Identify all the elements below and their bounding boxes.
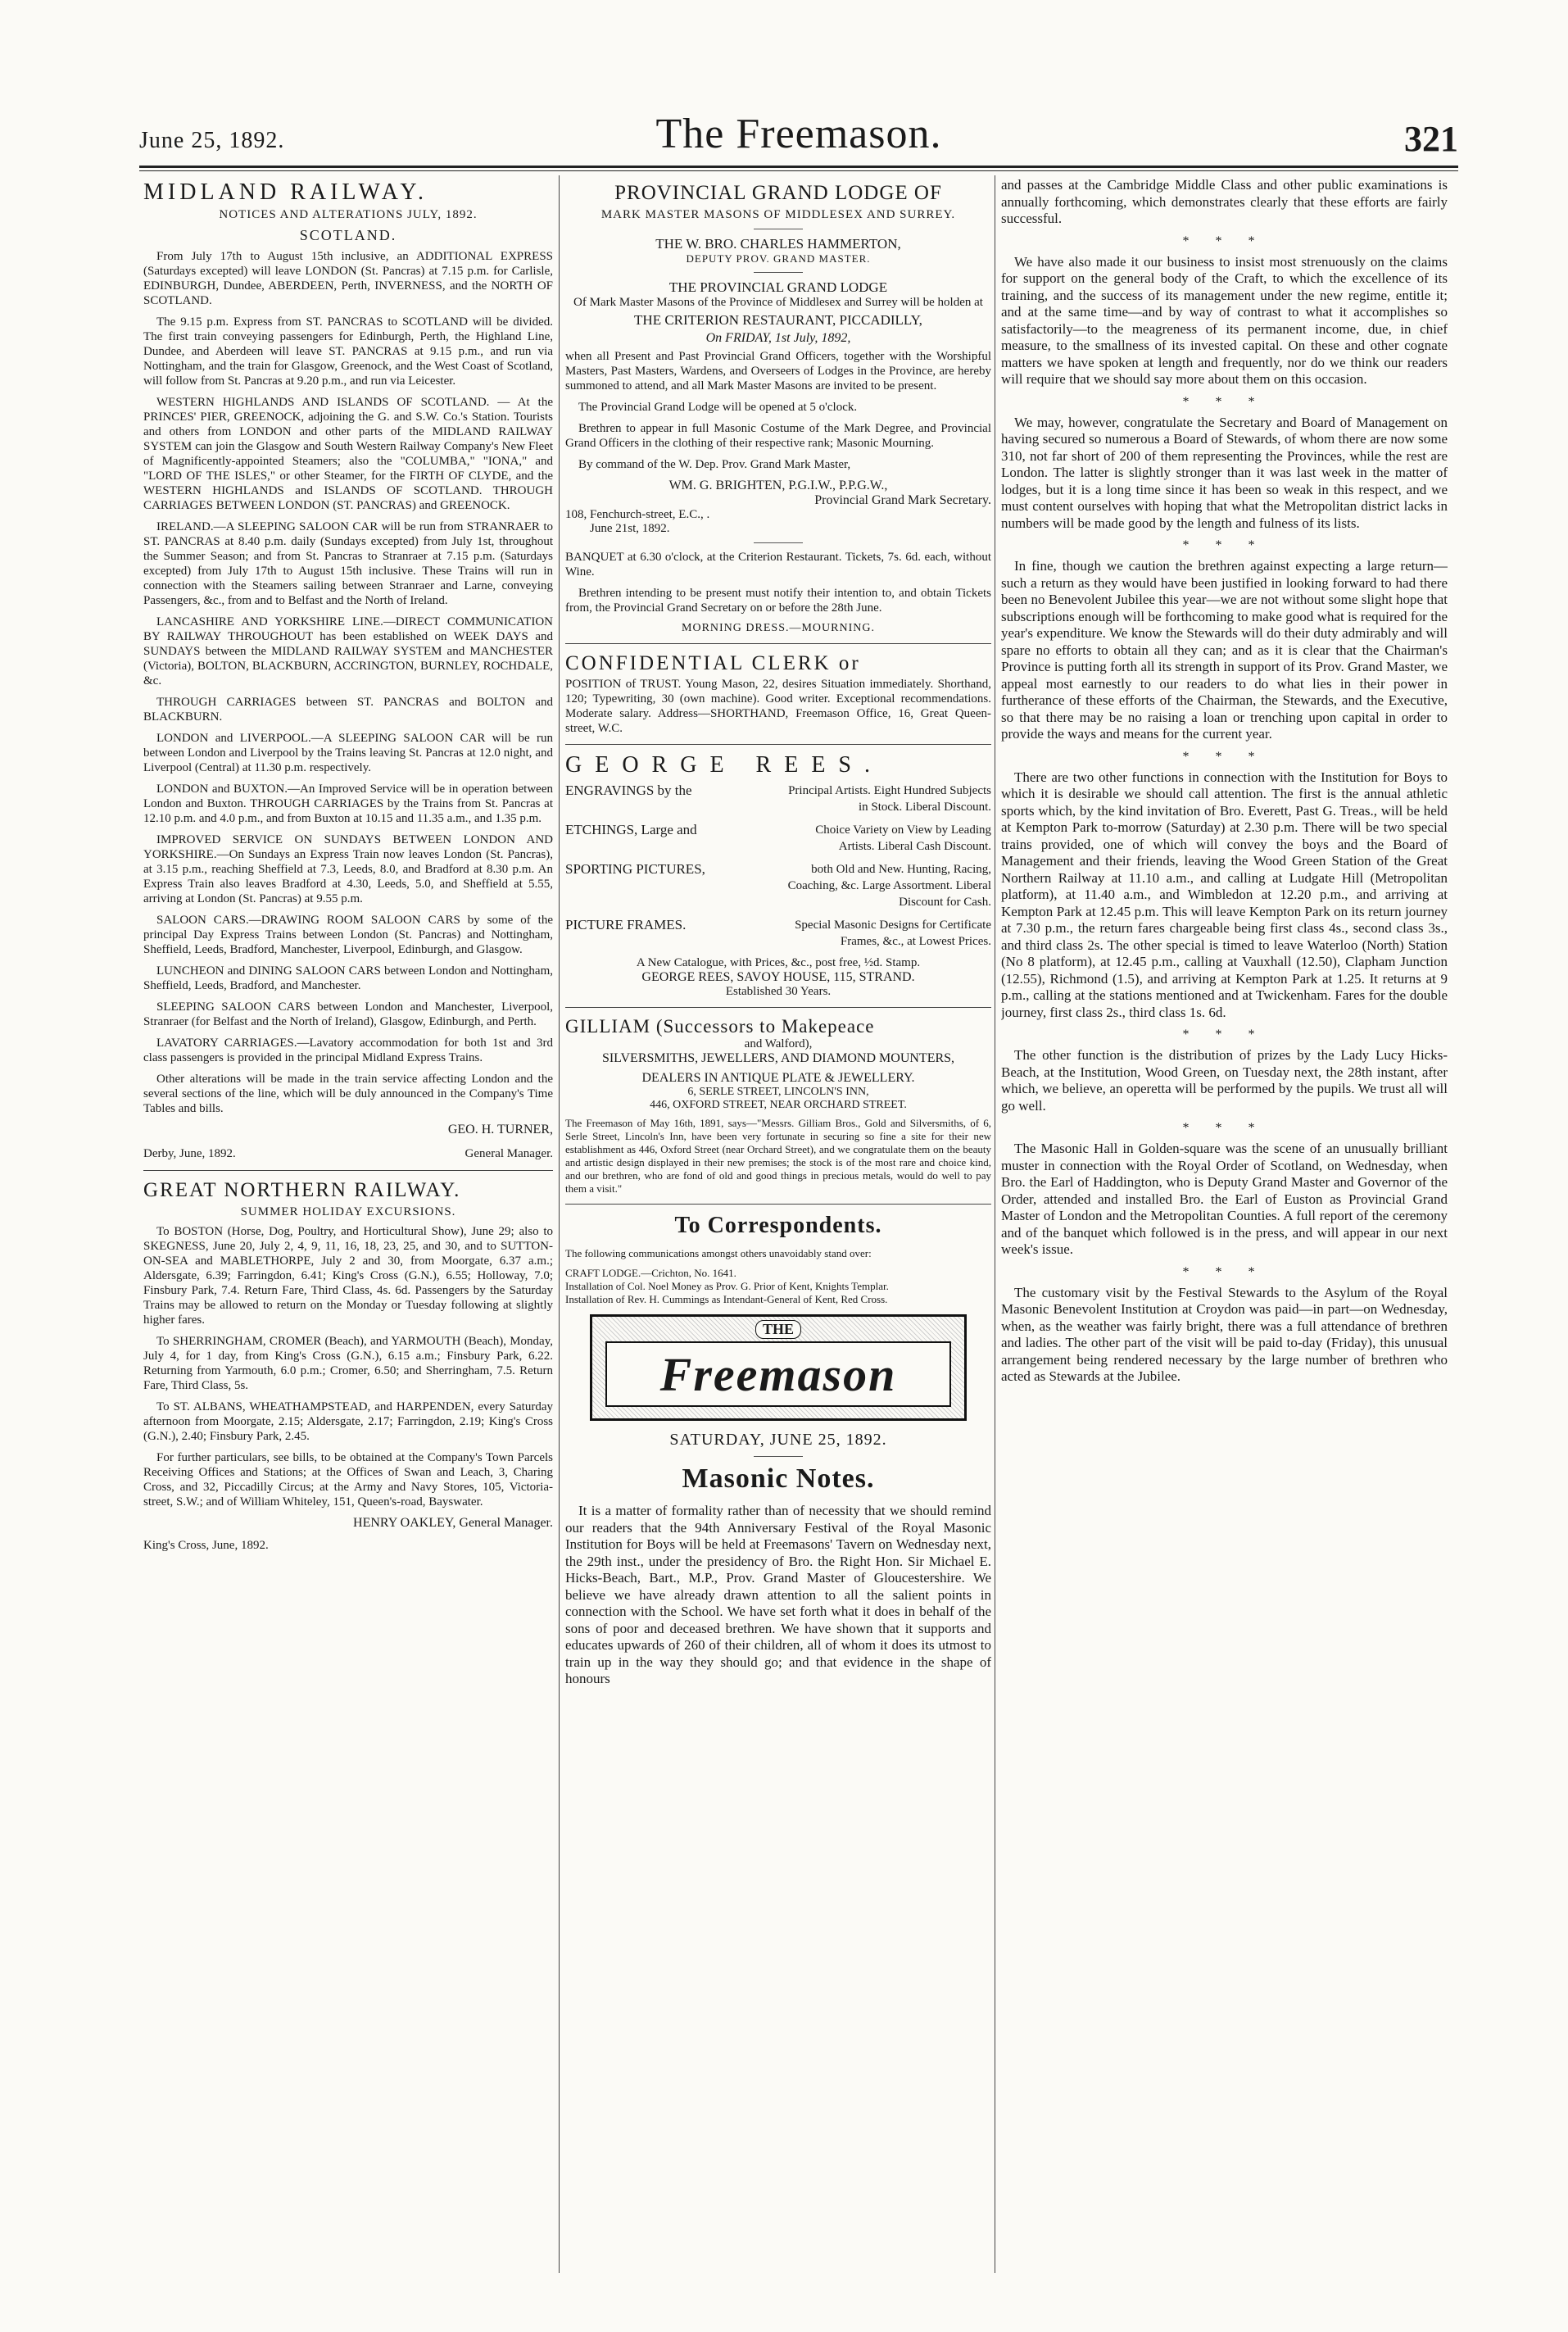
great-northern-subtitle: SUMMER HOLIDAY EXCURSIONS. — [240, 1205, 456, 1218]
provincial-paragraph: Brethren intending to be present must notify their intention to, and obtain Tickets from, the Provincial Grand Secretary on or before the 28th June. — [565, 587, 991, 615]
section-divider — [565, 1204, 991, 1205]
provincial-bro-role: DEPUTY PROV. GRAND MASTER. — [686, 252, 871, 265]
notes-paragraph: The customary visit by the Festival Stewards to the Asylum of the Royal Masonic Benevolent Institution at Croydon was paid—in part—on Wednesday, when, as the weather was fairly bright, there was a full attendance of brethren and ladies. The other part of the visit will be paid to-day (Friday), this unusual arrangement being rendered necessary by the large number of brethren who acted as Stewards at the Jubilee. — [1001, 1284, 1448, 1384]
rees-item-desc: Principal Artists. Eight Hundred Subjects in Stock. Liberal Discount. — [788, 784, 991, 814]
column-right — [1001, 177, 1448, 2275]
gilliam-line: 446, OXFORD STREET, NEAR ORCHARD STREET. — [650, 1099, 907, 1111]
masonic-notes-paragraph: It is a matter of formality rather than of necessity that we should remind our readers that the 94th Anniversary Festival of the Royal Masonic Institution for Boys will be held at Freemasons' Tavern on Wednesday next, the 29th inst., under the presidency of Bro. the Right Hon. Sir Michael E. Hicks-Beach, Bart., M.P., Prov. Grand Master of Gloucestershire. We believe we have already drawn attention to all the salient points in connection with the School. We have set forth what it does in behalf of the sons of poor and deceased brethren. We have shown that it supports and educates upwards of 260 of their children, all of whom it does its utmost to train up in the way they should go; and that evidence in the shape of honours — [565, 1503, 991, 1686]
rees-item-label: SPORTING PICTURES, — [565, 861, 705, 877]
notes-paragraph: In fine, though we caution the brethren against expecting a large return—such a return as they would have been justified in looking forward to had there been no Benevolent Jubilee this year—we are not without some slight hope that subscriptions enough will be forthcoming to make good what is required for the year's expenditure. We know the Stewards will do their duty admirably and will spare no efforts to obtain all they can; and as it is clear that the Chairman's Province is putting forth all its strength in support of its Prov. Grand Master, we appeal most earnestly to our readers to do what lies in their power in furtherance of these efforts of the Chairman, the Stewards, and the Executive, so that there may be no raising a loan or trenching upon capital in order to provide the ways and means for the current year. — [1001, 558, 1448, 742]
column-left — [143, 177, 553, 2275]
section-divider — [565, 1007, 991, 1008]
section-divider — [143, 1170, 553, 1171]
gilliam-line: SILVERSMITHS, JEWELLERS, AND DIAMOND MOUNTERS, — [601, 1051, 955, 1065]
provincial-signer-role: Provincial Grand Mark Secretary. — [814, 493, 991, 507]
header-rule — [139, 166, 1458, 168]
great-northern-paragraph: To BOSTON (Horse, Dog, Poultry, and Horticultural Show), June 29; also to SKEGNESS, June 20, July 2, 4, 9, 11, 16, 18, 23, 25, and 30, and to SUTTON-ON-SEA and MABLETHORPE, July 2 and 30, from Moorgate, 6.37 a.m.; Aldersgate, 6.39; Farringdon, 6.41; King's Cross (G.N.), 6.55; Holloway, 7.0; Finsbury Park, 7.4. Return Fare, Third Class, 4s. 6d. Passengers by the Saturday Trains may be allowed to return on the Monday or Tuesday following at slightly higher fares. — [143, 1225, 553, 1327]
column-middle — [565, 177, 991, 2275]
midland-sign-place: Derby, June, 1892. — [143, 1147, 236, 1160]
provincial-date: On FRIDAY, 1st July, 1892, — [705, 331, 851, 345]
midland-paragraph: LONDON and BUXTON.—An Improved Service will be in operation between London and Buxton. THROUGH CARRIAGES by the Trains from St. Pancras at 12.10 p.m. and 4.0 p.m., and from Buxton at 10.15 and 11.35 a.m., and 1.35 p.m. — [143, 783, 553, 825]
gilliam-line: DEALERS IN ANTIQUE PLATE & JEWELLERY. — [641, 1071, 915, 1085]
section-stars: * * * — [1182, 234, 1267, 248]
notes-paragraph: and passes at the Cambridge Middle Class and other public examinations is annually forthcoming, which demonstrates clearly that these efforts are fairly successful. — [1001, 177, 1448, 226]
section-stars: * * * — [1182, 1028, 1267, 1041]
provincial-subtitle: MARK MASTER MASONS OF MIDDLESEX AND SURREY. — [600, 208, 956, 221]
clerk-text: POSITION of TRUST. Young Mason, 22, desires Situation immediately. Shorthand, 120; Typewriting, 30 (own machine). Good writer. Exceptional recommendations. Moderate salary. Address—SHORTHAND, Freemason Office, 16, Great Queen-street, W.C. — [565, 678, 991, 735]
rees-item — [565, 783, 991, 815]
notes-paragraph: We have also made it our business to insist most strenuously on the claims for support on the general body of the Craft, to which the excellence of its training, and the success of its management under the new regime, entitle it; and at the same time—and by way of contrast to what it accomplishes so satisfactorily—to the meagreness of its permanent income, due, in chief measure, to the smallness of its invested capital. On these and other cognate matters we have spoken at length and frequently, nor do we think our readers will require that we should say more about them on this occasion. — [1001, 253, 1448, 387]
header-rule-thin — [139, 170, 1458, 171]
provincial-paragraph: when all Present and Past Provincial Grand Officers, together with the Worshipful Masters, Past Masters, Wardens, and Overseers of Lodges in the Province, are hereby summoned to attend, and all Mark Master Masons are invited to be present. — [565, 350, 991, 392]
notes-paragraph: We may, however, congratulate the Secretary and Board of Management on having secured so numerous a Board of Stewards, of whom there are now some 310, not far short of 200 of them representing the Provinces, while the rest are London. The latter is slightly stronger than it was last week in the matter of lodges, but it is a long time since it has been so weak in this respect, and we must content ourselves with hoping that what the Metropolitan district lacks in numbers will be made good by the length and fulness of its lists. — [1001, 414, 1448, 531]
midland-paragraph: The 9.15 p.m. Express from ST. PANCRAS to SCOTLAND will be divided. The first train conveying passengers for Edinburgh, Perth, the Highland Line, Dundee, and Aberdeen will leave ST. PANCRAS at 9.15 p.m., and run via Nottingham, and the train for Glasgow, Greenock, and the West Coast of Scotland, will follow from St. Pancras at 9.20 p.m., and run via Leicester. — [143, 315, 553, 388]
gilliam-title: GILLIAM (Successors to Makepeace — [565, 1016, 875, 1037]
midland-paragraph: From July 17th to August 15th inclusive, an ADDITIONAL EXPRESS (Saturdays excepted) will leave LONDON (St. Pancras) at 7.15 p.m. for Carlisle, EDINBURGH, Dundee, ABERDEEN, Perth, INVERNESS, and the NORTH OF SCOTLAND. — [143, 250, 553, 307]
rees-item-label: ENGRAVINGS by the — [565, 783, 692, 798]
freemason-logo — [590, 1314, 967, 1421]
rees-item-desc: Special Masonic Designs for Certificate Frames, &c., at Lowest Prices. — [795, 919, 991, 948]
rees-item-desc: both Old and New. Hunting, Racing, Coaching, &c. Large Assortment. Liberal Discount for Cash. — [787, 863, 991, 909]
provincial-paragraph: By command of the W. Dep. Prov. Grand Mark Master, — [578, 458, 851, 471]
provincial-lodge-heading: THE PROVINCIAL GRAND LODGE — [668, 279, 888, 295]
section-stars: * * * — [1182, 1264, 1267, 1279]
issue-date: June 25, 1892. — [139, 128, 285, 153]
midland-paragraph: LANCASHIRE AND YORKSHIRE LINE.—DIRECT COMMUNICATION BY RAILWAY THROUGHOUT has been established on WEEK DAYS and SUNDAYS between the MIDLAND RAILWAY SYSTEM and MANCHESTER (Victoria), BOLTON, BLACKBURN, ACCRINGTON, BURNLEY, ROCHDALE, &c. — [143, 615, 553, 687]
section-stars: * * * — [1182, 1121, 1267, 1135]
midland-paragraph: LAVATORY CARRIAGES.—Lavatory accommodation for both 1st and 3rd class passengers is provided in the principal Midland Express Trains. — [143, 1037, 553, 1064]
rees-item — [565, 822, 991, 855]
saturday-dateline: SATURDAY, JUNE 25, 1892. — [669, 1431, 887, 1449]
rees-item-desc: Choice Variety on View by Leading Artists. Liberal Cash Discount. — [815, 823, 991, 853]
scotland-heading: SCOTLAND. — [299, 227, 397, 243]
masthead — [139, 108, 1458, 159]
provincial-signer: WM. G. BRIGHTEN, P.G.I.W., P.P.G.W., — [668, 479, 888, 492]
midland-paragraph: WESTERN HIGHLANDS AND ISLANDS OF SCOTLAND. — At the PRINCES' PIER, GREENOCK, adjoining the G. and S.W. Co.'s Station. Tourists and others from LONDON and other parts of the MIDLAND RAILWAY SYSTEM can join the Glasgow and South Western Railway Company's New Fleet of Magnificently-appointed Steamers; also the "COLUMBA," "IONA," and "LORD OF THE ISLES," or other Steamer, for the FIRTH OF CLYDE, and the WESTERN HIGHLANDS and ISLANDS OF SCOTLAND. THROUGH CARRIAGES BETWEEN LONDON (ST. PANCRAS) and GREENOCK. — [143, 396, 553, 512]
great-northern-signature: HENRY OAKLEY, General Manager. — [353, 1516, 553, 1530]
section-stars: * * * — [1182, 538, 1267, 552]
provincial-paragraph: Brethren to appear in full Masonic Costume of the Mark Degree, and Provincial Grand Officers in the clothing of their respective rank; Masonic Mourning. — [565, 422, 991, 450]
newspaper-title: The Freemason. — [655, 111, 942, 157]
midland-paragraph: LUNCHEON and DINING SALOON CARS between London and Nottingham, Sheffield, Leeds, Bradford, and Manchester. — [143, 964, 553, 992]
logo-the: THE — [755, 1320, 801, 1339]
rees-established: Established 30 Years. — [725, 985, 832, 998]
notes-paragraph: The Masonic Hall in Golden-square was the scene of an unusually brilliant muster in connection with the Royal Order of Scotland, on Wednesday, when Bro. the Earl of Haddington, who is Deputy Grand Master and Governor of the Order, attended and installed Bro. the Earl of Euston as Provincial Grand Master of London and the Metropolitan Counties. A full report of the ceremony and of the banquet which followed is in the press, and will appear in our next week's issue. — [1001, 1141, 1448, 1257]
short-rule — [754, 542, 803, 543]
great-northern-sign-place: King's Cross, June, 1892. — [143, 1539, 269, 1552]
great-northern-paragraph: To ST. ALBANS, WHEATHAMPSTEAD, and HARPENDEN, every Saturday afternoon from Moorgate, 2.15; Aldersgate, 2.17; Farringdon, 2.19; King's Cross (G.N.), 2.40; Finsbury Park, 2.45. — [143, 1400, 553, 1443]
section-stars: * * * — [1182, 749, 1267, 764]
midland-signature: GEO. H. TURNER, — [447, 1123, 553, 1137]
provincial-bro: THE W. BRO. CHARLES HAMMERTON, — [655, 236, 901, 252]
provincial-venue: THE CRITERION RESTAURANT, PICCADILLY, — [634, 312, 922, 328]
rees-item-label: PICTURE FRAMES. — [565, 917, 687, 932]
provincial-address: 108, Fenchurch-street, E.C., . — [565, 508, 710, 521]
rees-address: GEORGE REES, SAVOY HOUSE, 115, STRAND. — [641, 970, 915, 984]
short-rule — [754, 272, 803, 273]
midland-paragraph: Other alterations will be made in the train service affecting London and the several sections of the line, which will be duly announced in the Company's Time Tables and bills. — [143, 1073, 553, 1115]
correspondents-intro: The following communications amongst others unavoidably stand over: — [565, 1247, 872, 1259]
provincial-lodge-line: Of Mark Master Masons of the Province of Middlesex and Surrey will be holden at — [573, 296, 983, 309]
midland-signoff — [143, 1146, 553, 1162]
midland-subtitle: NOTICES AND ALTERATIONS JULY, 1892. — [219, 208, 478, 221]
page-number: 321 — [1404, 119, 1458, 159]
great-northern-paragraph: To SHERRINGHAM, CROMER (Beach), and YARMOUTH (Beach), Monday, July 4, for 1 day, from King's Cross (G.N.), 6.15 a.m.; Finsbury Park, 6.22. Returning from Yarmouth, 6.0 p.m.; Cromer, 6.50; and Sherringham, 7.5. Return Fare, Third Class, 5s. — [143, 1335, 553, 1392]
column-divider — [559, 175, 560, 2273]
gilliam-line: 6, SERLE STREET, LINCOLN'S INN, — [687, 1086, 869, 1098]
notes-paragraph: The other function is the distribution of prizes by the Lady Lucy Hicks-Beach, at the Institution, Wood Green, on Tuesday next, the 28th instant, after which, we believe, an operetta will be performed by the pupils. We trust all will go well. — [1001, 1047, 1448, 1114]
section-divider — [565, 643, 991, 644]
provincial-banquet: BANQUET at 6.30 o'clock, at the Criterion Restaurant. Tickets, 7s. 6d. each, without Wine. — [565, 551, 991, 578]
midland-paragraph: SLEEPING SALOON CARS between London and Manchester, Liverpool, Stranraer (for Belfast and the North of Ireland), Glasgow, Edinburgh, and Perth. — [143, 1000, 553, 1028]
masonic-notes-title: Masonic Notes. — [682, 1463, 875, 1494]
logo-name: Freemason — [605, 1341, 951, 1407]
rees-catalogue: A New Catalogue, with Prices, &c., post free, ½d. Stamp. — [636, 956, 921, 969]
rees-title: GEORGE REES. — [565, 752, 883, 778]
correspondents-item: CRAFT LODGE.—Crichton, No. 1641. — [565, 1267, 736, 1279]
great-northern-title: GREAT NORTHERN RAILWAY. — [143, 1179, 461, 1201]
notes-paragraph: There are two other functions in connection with the Institution for Boys to which it is desirable we should call attention. The first is the annual athletic sports which, by the kind invitation of Bro. Everett, Past G. Treas., will be held at Kempton Park to-morrow (Saturday) at 2.30 p.m. There will be two special trains provided, one of which will convey the boys and the Board of Management and their friends, leaving the Wood Green Station of the Great Northern Railway at 11.10 a.m., and calling at Ludgate Hill (Metropolitan platform), at 11.40 a.m., and Wimbledon at 12.20 p.m., and arriving at Kempton Park at 12.45 p.m. This will leave Kempton Park on its return journey at 7.30 p.m., the return fares chargeable being first class 4s., second class 3s., and third class 2s. The other special is timed to leave Waterloo (North) Station (No 8 platform), at 12.45 p.m., calling at Vauxhall (12.50), Clapham Junction (12.55), Richmond (1.5), and arriving at Kempton Park at 1.25. It returns at 9 p.m., calling at the stations mentioned and at Twickenham. Fares for the double journey, first class 2s., third class 1s. 6d. — [1001, 769, 1448, 1020]
correspondents-title: To Correspondents. — [674, 1213, 882, 1238]
short-rule — [754, 1456, 803, 1457]
midland-sign-role: General Manager. — [465, 1147, 553, 1160]
gilliam-quote: The Freemason of May 16th, 1891, says—"Messrs. Gilliam Bros., Gold and Silversmiths, of 6, Serle Street, Lincoln's Inn, have been very fortunate in securing so fine a site for their new establishment as 446, Oxford Street (near Orchard Street), and we congratulate them on the beauty and artistic design displayed in their new premises; the stock is of the most rare and choice kind, and our brethren, who are fond of old and good things in precious metals, would do well to pay them a visit." — [565, 1117, 991, 1195]
gilliam-line: and Walford), — [744, 1037, 813, 1050]
rees-item — [565, 917, 991, 950]
midland-paragraph: IRELAND.—A SLEEPING SALOON CAR will be run from STRANRAER to ST. PANCRAS at 8.40 p.m. daily (Sundays excepted) from July 1st, throughout the Summer Season; and from St. Pancras to Stranraer at 7.15 p.m. (Saturdays excepted) from July 17th to August 15th inclusive. These Trains will run in connection with the Steamers sailing between Stranraer and Larne, conveying Passengers, &c., from and to Belfast and the North of Ireland. — [143, 520, 553, 607]
midland-paragraph: SALOON CARS.—DRAWING ROOM SALOON CARS by some of the principal Day Express Trains between London (St. Pancras) and Nottingham, Sheffield, Leeds, Bradford, Manchester, Liverpool, Edinburgh, and Glasgow. — [143, 914, 553, 956]
midland-paragraph: IMPROVED SERVICE ON SUNDAYS BETWEEN LONDON AND YORKSHIRE.—On Sundays an Express Train now leaves London (St. Pancras), at 3.15 p.m., reaching Sheffield at 7.3, Leeds, 8.0, and Bradford at 8.30 p.m. An Express Train also leaves Bradford at 4.30, Leeds, 5.0, and Sheffield at 5.55, arriving at London (St. Pancras) at 9.55 p.m. — [143, 833, 553, 905]
provincial-paragraph: The Provincial Grand Lodge will be opened at 5 o'clock. — [578, 401, 858, 414]
correspondents-item: Installation of Col. Noel Money as Prov. G. Prior of Kent, Knights Templar. — [565, 1280, 889, 1292]
provincial-title: PROVINCIAL GRAND LODGE OF — [614, 182, 942, 204]
section-divider — [565, 744, 991, 745]
great-northern-paragraph: For further particulars, see bills, to be obtained at the Company's Town Parcels Receiving Offices and Stations; at the Offices of Swan and Leach, 3, Charing Cross, and 32, Piccadilly Circus; at the Army and Navy Stores, 105, Victoria-street, S.W.; and of William Whiteley, 151, Queen's-road, Bayswater. — [143, 1451, 553, 1509]
provincial-address-date: June 21st, 1892. — [590, 522, 670, 535]
midland-paragraph: LONDON and LIVERPOOL.—A SLEEPING SALOON CAR will be run between London and Liverpool by the Trains leaving St. Pancras at 12.0 night, and Liverpool (Central) at 11.30 p.m. respectively. — [143, 732, 553, 774]
midland-paragraph: THROUGH CARRIAGES between ST. PANCRAS and BOLTON and BLACKBURN. — [143, 696, 553, 724]
rees-item-label: ETCHINGS, Large and — [565, 822, 697, 837]
rees-item — [565, 861, 991, 910]
correspondents-item: Installation of Rev. H. Cummings as Intendant-General of Kent, Red Cross. — [565, 1293, 888, 1305]
section-stars: * * * — [1182, 394, 1267, 409]
provincial-dress: MORNING DRESS.—MOURNING. — [682, 622, 875, 634]
midland-title: MIDLAND RAILWAY. — [143, 179, 428, 205]
clerk-title: CONFIDENTIAL CLERK or — [565, 652, 861, 674]
